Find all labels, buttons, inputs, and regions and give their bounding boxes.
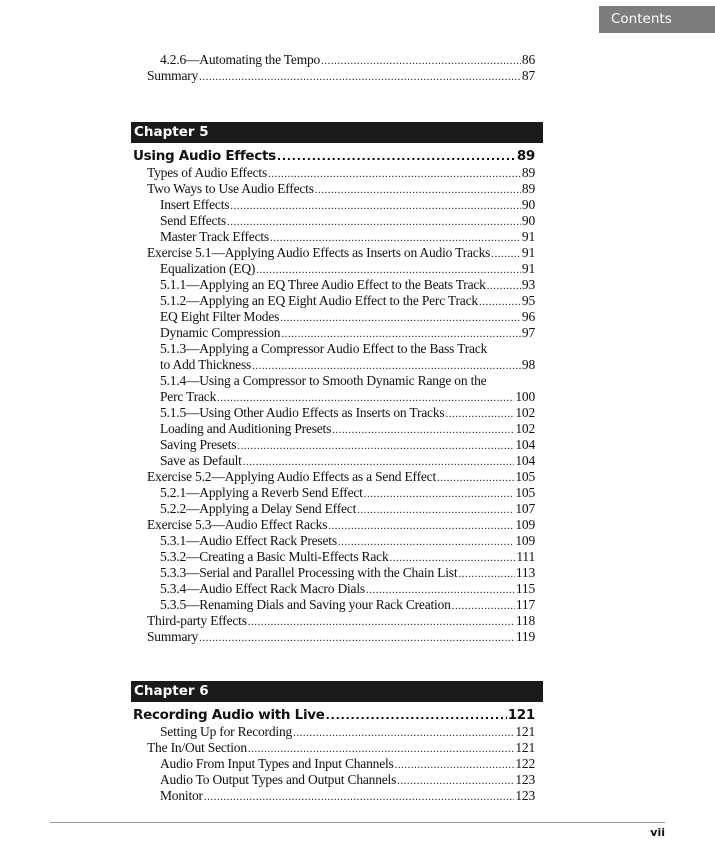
toc-leader [199,630,515,646]
toc-entry-title: to Add Thickness [160,357,252,372]
toc-entry-title: 5.3.3—Serial and Parallel Processing with the Chain List [160,565,458,580]
toc-entry[interactable] [160,581,535,598]
contents-tab: Contents [599,6,715,33]
toc-leader [390,550,516,566]
toc-entry-title: Audio To Output Types and Output Channels [160,772,397,787]
toc-entry-page: 121 [515,740,535,755]
toc-entry[interactable] [160,309,535,326]
toc-leader [364,486,515,502]
toc-entry[interactable] [160,421,535,438]
toc-entry-title: 5.2.2—Applying a Delay Send Effect [160,501,357,516]
toc-entry[interactable] [160,756,535,773]
toc-entry[interactable] [160,597,535,614]
chapter-heading-page: 121 [507,707,535,723]
toc-entry[interactable] [160,501,535,518]
toc-entry[interactable] [147,68,535,85]
toc-entry-title: Insert Effects [160,197,230,212]
toc-entry[interactable] [160,724,535,741]
toc-entry-title: Summary [147,629,199,644]
toc-entry-title: The In/Out Section [147,740,247,755]
toc-entry-title: EQ Eight Filter Modes [160,309,280,324]
toc-leader [332,422,514,438]
toc-entry-page: 105 [515,469,535,484]
toc-entry[interactable] [160,485,535,502]
toc-leader [280,310,521,326]
chapter-6-bar: Chapter 6 [131,681,543,702]
toc-entry[interactable] [160,293,535,310]
toc-entry-page: 105 [515,485,535,500]
toc-entry-title: Dynamic Compression [160,325,281,340]
toc-entry-page: 96 [521,309,535,324]
toc-entry-title: 4.2.6—Automating the Tempo [160,52,321,67]
toc-entry-page: 122 [515,756,535,771]
toc-leader [357,502,514,518]
toc-entry-page: 104 [515,453,535,468]
toc-leader [227,214,521,230]
page-number: vii [650,826,665,839]
toc-entry-page: 97 [521,325,535,340]
toc-leader [321,53,521,69]
chapter-5-bar: Chapter 5 [131,122,543,143]
toc-entry-page: 95 [521,293,535,308]
toc-leader [452,598,515,614]
toc-entry-page: 118 [515,613,535,628]
toc-entry-page: 90 [521,197,535,212]
toc-entry-page: 89 [521,165,535,180]
toc-entry-title: 5.3.5—Renaming Dials and Saving your Rack Creation [160,597,451,612]
toc-entry-page: 100 [515,389,535,404]
toc-leader [270,230,521,246]
toc-leader [243,454,515,470]
toc-entry[interactable] [160,277,535,294]
toc-entry[interactable] [147,629,535,646]
toc-entry-title: 5.1.5—Using Other Audio Effects as Inserts on Tracks [160,405,445,420]
toc-leader [491,246,521,262]
toc-entry-title: Exercise 5.2—Applying Audio Effects as a Send Effect [147,469,437,484]
chapter-heading-page: 89 [516,148,535,164]
toc-entry-title: Save as Default [160,453,242,468]
toc-leader [397,773,514,789]
chapter-heading-title: Using Audio Effects [133,148,276,164]
toc-leader [281,326,521,342]
toc-entry-page: 91 [521,245,535,260]
toc-entry[interactable] [160,213,535,230]
toc-leader [230,198,521,214]
toc-leader [437,470,514,486]
toc-entry-title: Exercise 5.1—Applying Audio Effects as Inserts on Audio Tracks [147,245,491,260]
toc-entry-page: 98 [521,357,535,372]
toc-entry-title: Perc Track [160,389,217,404]
toc-entry[interactable] [147,165,535,182]
footer-rule [50,822,665,823]
toc-entry-title: Loading and Auditioning Presets [160,421,332,436]
toc-entry-title: Equalization (EQ) [160,261,256,276]
toc-entry-title: 5.3.2—Creating a Basic Multi-Effects Rack [160,549,389,564]
toc-leader [445,406,514,422]
toc-entry-title: Summary [147,68,199,83]
toc-entry[interactable] [160,261,535,278]
toc-entry-page: 123 [515,772,535,787]
toc-entry[interactable] [147,245,535,262]
toc-entry-page: 115 [515,581,535,596]
toc-entry-page: 91 [521,229,535,244]
toc-leader [252,358,521,374]
toc-entry-page: 102 [515,405,535,420]
toc-leader [204,789,514,805]
toc-entry-title: 5.1.4—Using a Compressor to Smooth Dynamic Range on the [160,373,487,388]
toc-entry-page: 102 [515,421,535,436]
toc-leader [248,614,515,630]
toc-entry-page: 113 [515,565,535,580]
toc-entry-page: 86 [521,52,535,67]
toc-entry-page: 93 [521,277,535,292]
toc-entry[interactable] [160,453,535,470]
toc-entry-page: 89 [521,181,535,196]
toc-entry[interactable] [147,613,535,630]
toc-entry-title: Types of Audio Effects [147,165,268,180]
toc-entry[interactable] [160,437,535,454]
toc-entry[interactable] [147,469,535,486]
toc-entry[interactable] [160,229,535,246]
toc-entry-page: 104 [515,437,535,452]
toc-leader [315,182,521,198]
chapter-5-heading[interactable] [133,148,535,165]
chapter-heading-title: Recording Audio with Live [133,707,325,723]
toc-entry-title: Third-party Effects [147,613,247,628]
toc-entry[interactable] [160,549,535,566]
toc-leader [338,534,514,550]
toc-entry-page: 109 [515,533,535,548]
toc-leader [395,757,515,773]
toc-entry-title: Send Effects [160,213,226,228]
toc-entry-page: 111 [516,549,535,564]
toc-entry-title: Two Ways to Use Audio Effects [147,181,314,196]
toc-entry[interactable] [147,740,535,757]
toc-entry-page: 91 [521,261,535,276]
chapter-6-heading[interactable] [133,707,535,724]
toc-entry[interactable] [160,373,535,389]
toc-entry[interactable] [160,788,535,805]
toc-leader [248,741,514,757]
toc-entry-title: 5.2.1—Applying a Reverb Send Effect [160,485,363,500]
toc-leader [293,725,514,741]
toc-leader [217,390,514,406]
toc-entry-title: Setting Up for Recording [160,724,293,739]
toc-entry[interactable] [160,772,535,789]
toc-entry-title: 5.1.2—Applying an EQ Eight Audio Effect to the Perc Track [160,293,478,308]
toc-entry-page: 90 [521,213,535,228]
toc-leader [458,566,514,582]
toc-entry-page: 109 [515,517,535,532]
toc-entry-title: 5.3.4—Audio Effect Rack Macro Dials [160,581,365,596]
toc-leader [366,582,515,598]
toc-leader [487,278,521,294]
toc-entry-title: 5.1.1—Applying an EQ Three Audio Effect to the Beats Track [160,277,486,292]
toc-entry[interactable] [147,181,535,198]
toc-entry-title: Exercise 5.3—Audio Effect Racks [147,517,328,532]
toc-entry[interactable] [160,197,535,214]
toc-entry[interactable] [160,52,535,69]
toc-entry-title: Audio From Input Types and Input Channels [160,756,394,771]
toc-leader [326,708,507,724]
toc-leader [479,294,521,310]
toc-leader [256,262,521,278]
toc-entry-title: Saving Presets [160,437,237,452]
toc-leader [237,438,514,454]
toc-leader [277,149,516,165]
toc-entry[interactable] [160,389,535,406]
toc-entry[interactable] [160,357,535,374]
toc-entry-page: 87 [521,68,535,83]
toc-leader [268,166,521,182]
toc-entry[interactable] [160,325,535,342]
toc-leader [199,69,521,85]
toc-entry-title: Master Track Effects [160,229,269,244]
toc-entry[interactable] [147,517,535,534]
toc-entry-page: 117 [515,597,535,612]
toc-entry-title: Monitor [160,788,203,803]
toc-leader [328,518,514,534]
toc-entry-page: 107 [515,501,535,516]
toc-entry-title: 5.1.3—Applying a Compressor Audio Effect to the Bass Track [160,341,488,356]
toc-entry[interactable] [160,533,535,550]
toc-entry-page: 123 [515,788,535,803]
toc-entry-page: 119 [515,629,535,644]
toc-entry-page: 121 [515,724,535,739]
toc-entry-title: 5.3.1—Audio Effect Rack Presets [160,533,337,548]
toc-entry[interactable] [160,341,535,357]
toc-entry[interactable] [160,405,535,422]
toc-entry[interactable] [160,565,535,582]
